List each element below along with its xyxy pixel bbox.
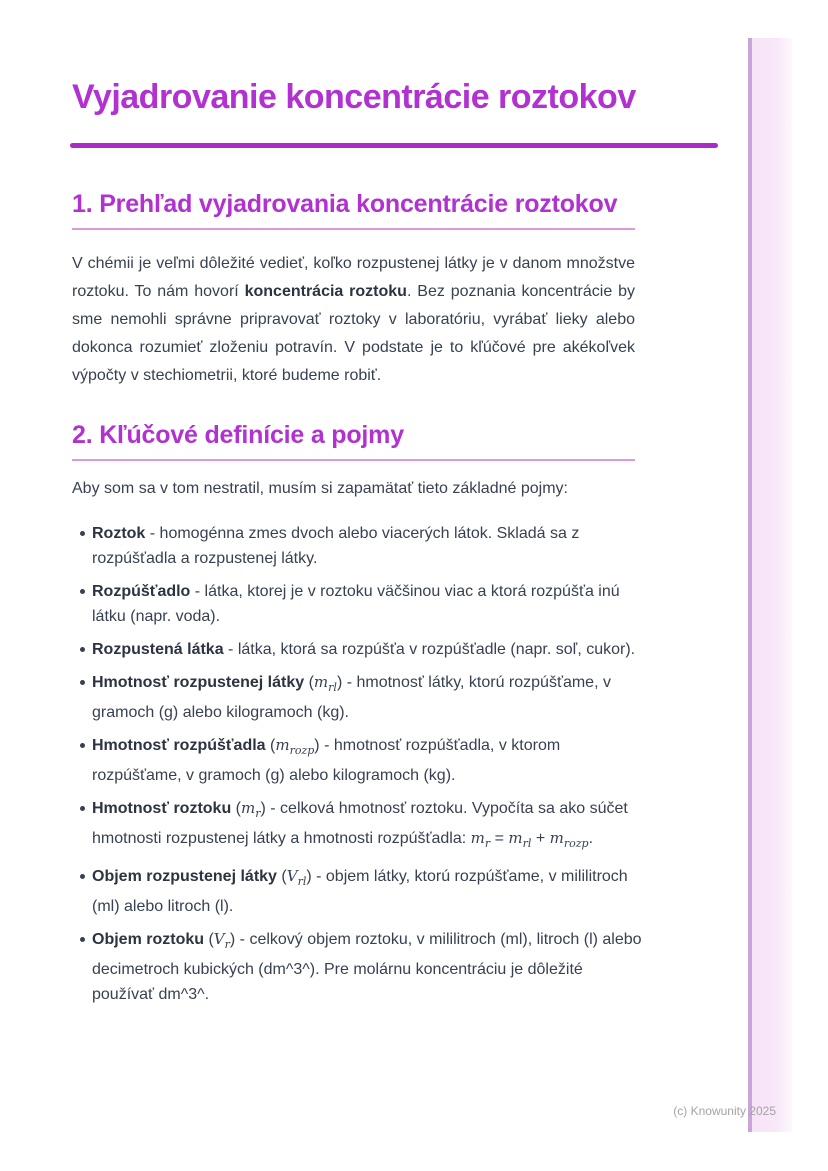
title-divider [70,143,718,148]
list-item: Hmotnosť rozpúšťadla $(m_{rozp})$ - hmotnosť rozpúšťadla, v ktorom rozpúšťame, v gramoch (g) alebo kilogramoch (kg). [92,733,642,788]
page-edge-stripe [748,38,792,1132]
list-item: Objem rozpustenej látky $(V_{rl})$ - objem látky, ktorú rozpúšťame, v mililitroch (ml) alebo litroch (l). [92,864,642,919]
section-1-heading: 1. Prehľad vyjadrovania koncentrácie roztokov [72,190,618,218]
section-1-paragraph: V chémii je veľmi dôležité vedieť, koľko rozpustenej látky je v danom množstve roztoku. To nám hovorí koncentrácia roztoku. Bez poznania koncentrácie by sme nemohli správne pripravovať roztoky v laboratóriu, vyrábať lieky alebo dokonca rozumieť zloženiu potravín. V podstate je to kľúčové pre akékoľvek výpočty v stechiometrii, ktoré budeme robiť. [72,255,635,384]
copyright-notice: (c) Knowunity 2025 [673,1104,776,1118]
list-item: Hmotnosť rozpustenej látky $(m_{rl})$ - hmotnosť látky, ktorú rozpúšťame, v gramoch (g) alebo kilogramoch (kg). [92,670,642,725]
section-2-intro: Aby som sa v tom nestratil, musím si zapamätať tieto základné pojmy: [72,480,568,497]
list-item: Roztok - homogénna zmes dvoch alebo viacerých látok. Skladá sa z rozpúšťadla a rozpustenej látky. [92,521,642,571]
list-item: Objem roztoku $(V_r)$ - celkový objem roztoku, v mililitroch (ml), litroch (l) alebo decimetroch kubických (dm^3^). Pre molárnu koncentráciu je dôležité používať dm^3^. [92,927,642,1007]
page-title: Vyjadrovanie koncentrácie roztokov [72,78,636,116]
section-2-heading: 2. Kľúčové definície a pojmy [72,421,404,449]
section-2-divider [72,459,635,461]
list-item: Rozpúšťadlo - látka, ktorej je v roztoku väčšinou viac a ktorá rozpúšťa inú látku (napr. voda). [92,579,642,629]
list-item: Rozpustená látka - látka, ktorá sa rozpúšťa v rozpúšťadle (napr. soľ, cukor). [92,637,642,662]
definitions-list [72,521,642,1007]
document-page [72,0,718,1015]
list-item: Hmotnosť roztoku $(m_r)$ - celková hmotnosť roztoku. Vypočíta sa ako súčet hmotnosti rozpustenej látky a hmotnosti rozpúšťadla: $m_r = m_{rl} + m_{rozp}$. [92,796,642,856]
section-1-divider [72,228,635,230]
